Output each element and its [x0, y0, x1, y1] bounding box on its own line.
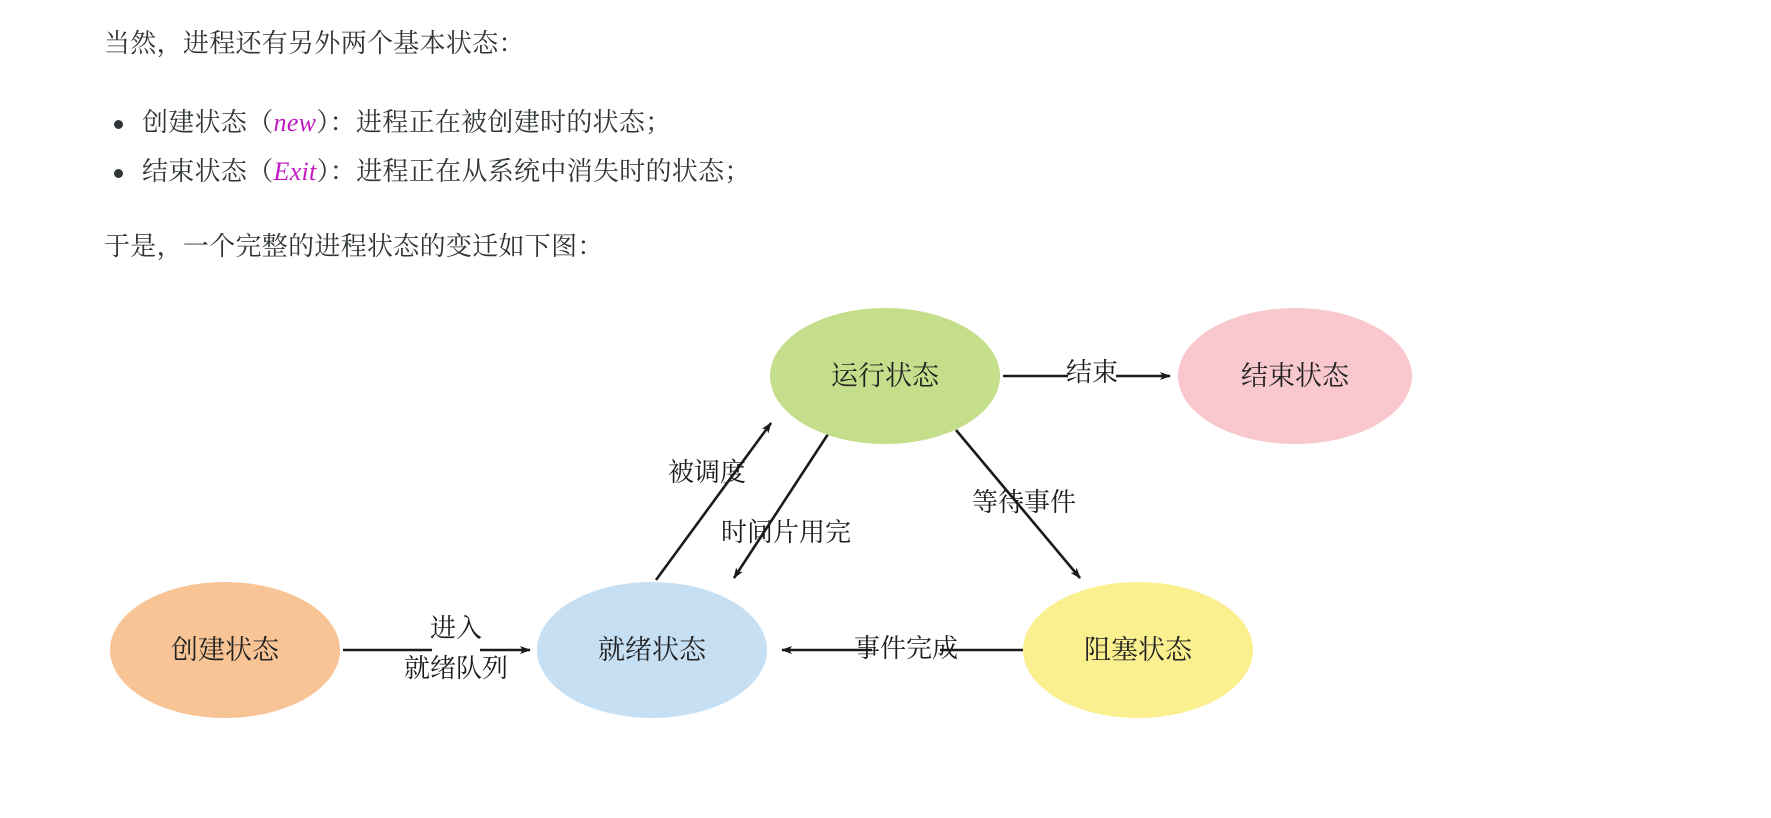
state-bullet-list: [104, 98, 751, 196]
edge-running-to-ready: [721, 428, 851, 578]
bullet-prefix: 创建状态（: [142, 107, 274, 137]
outro-paragraph: 于是，一个完整的进程状态的变迁如下图：: [104, 231, 604, 261]
edge-label-timeslice-used: 时间片用完: [720, 516, 852, 547]
node-exit-state[interactable]: [1178, 308, 1412, 444]
edge-label-finish: 结束: [1065, 356, 1119, 387]
node-label-running: 运行状态: [831, 361, 939, 392]
edge-label-enter-queue-line1: 进入: [429, 612, 483, 643]
node-label-create: 创建状态: [171, 635, 279, 666]
bullet-prefix: 结束状态（: [142, 156, 274, 186]
bullet-term: Exit: [273, 157, 317, 186]
edge-create-to-ready: [343, 613, 530, 683]
node-running-state[interactable]: [770, 308, 1000, 444]
node-label-blocked: 阻塞状态: [1084, 635, 1192, 666]
edge-label-event-done: 事件完成: [853, 632, 959, 663]
list-item: [104, 98, 751, 147]
bullet-term: new: [273, 108, 317, 137]
edge-running-to-blocked: [956, 430, 1080, 578]
process-state-diagram: [60, 278, 1560, 818]
bullet-suffix: ）：进程正在从系统中消失时的状态；: [316, 156, 751, 186]
node-label-exit: 结束状态: [1241, 361, 1349, 392]
node-label-ready: 就绪状态: [598, 635, 706, 666]
list-item: [104, 147, 751, 196]
node-ready-state[interactable]: [537, 582, 767, 718]
edge-running-to-exit: [1003, 357, 1170, 387]
node-create-state[interactable]: [110, 582, 340, 718]
edge-label-scheduled: 被调度: [667, 456, 747, 487]
node-blocked-state[interactable]: [1023, 582, 1253, 718]
edge-ready-to-running: [656, 423, 771, 580]
bullet-suffix: ）：进程正在被创建时的状态；: [316, 107, 672, 137]
edge-label-enter-queue-line2: 就绪队列: [403, 652, 509, 683]
edge-label-wait-event: 等待事件: [971, 486, 1077, 517]
intro-paragraph: 当然，进程还有另外两个基本状态：: [104, 28, 525, 58]
edge-blocked-to-ready: [782, 633, 1023, 663]
